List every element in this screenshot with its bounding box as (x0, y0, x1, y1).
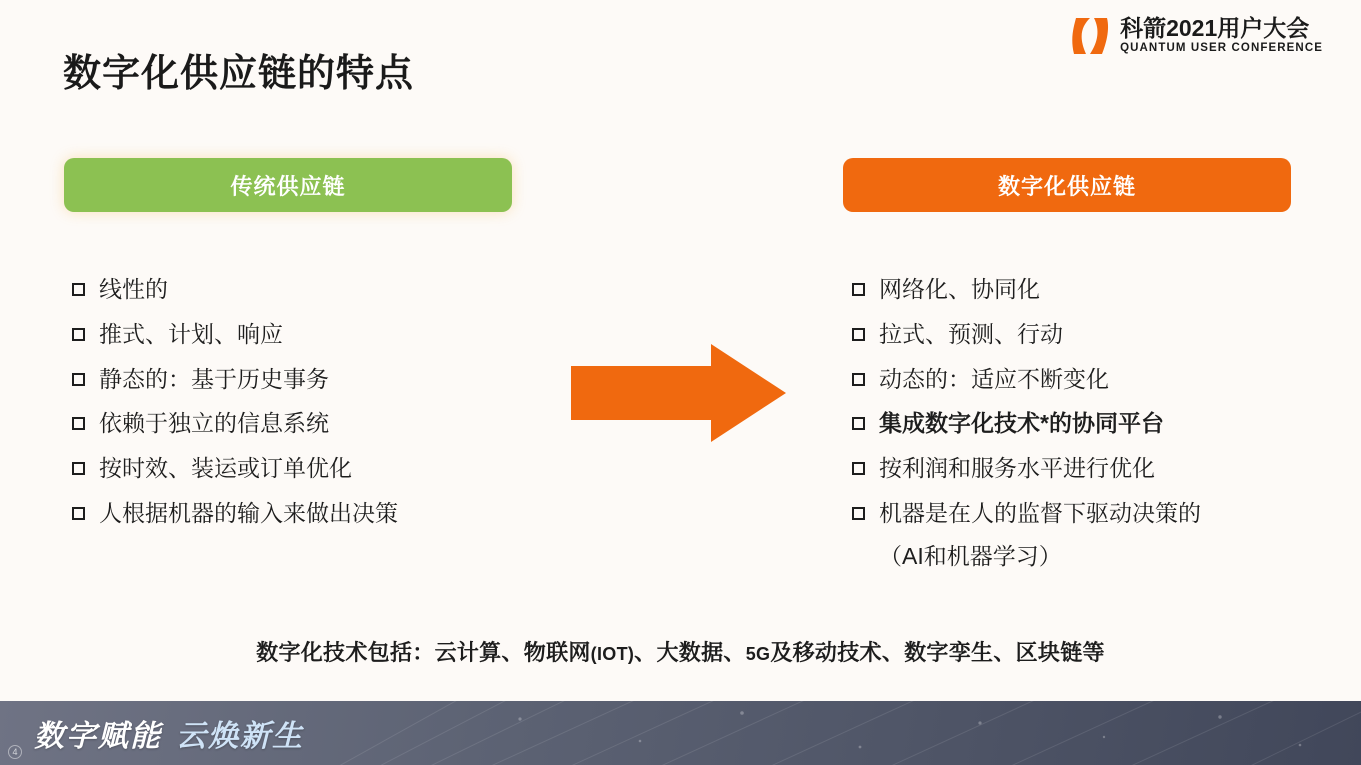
list-item-label: 静态的：基于历史事务 (99, 365, 329, 392)
list-item (852, 499, 1322, 528)
bottom-band (0, 701, 1361, 765)
list-item-subnote: （AI和机器学习） (879, 542, 1062, 569)
band-slogan-2: 云焕新生 (176, 720, 304, 753)
page-title: 数字化供应链的特点 (63, 53, 415, 95)
square-bullet-icon (852, 328, 865, 341)
list-item-label: 人根据机器的输入来做出决策 (99, 499, 398, 526)
square-bullet-icon (72, 417, 85, 430)
band-slogan (34, 711, 304, 755)
footnote-body-3: 及移动技术、数字孪生、区块链等 (770, 640, 1105, 665)
column-heading-digital: 数字化供应链 (843, 158, 1291, 212)
square-bullet-icon (852, 507, 865, 520)
footnote-small-1: (IOT) (590, 644, 635, 664)
list-item-highlight (852, 409, 1322, 438)
list-item (72, 365, 542, 394)
square-bullet-icon (72, 507, 85, 520)
square-bullet-icon (72, 373, 85, 386)
list-item (72, 320, 542, 349)
list-item (852, 365, 1322, 394)
footnote (0, 636, 1361, 667)
quantum-logo-icon (1072, 16, 1110, 56)
list-item-label: 按利润和服务水平进行优化 (879, 455, 1155, 481)
list-item-label: 推式、计划、响应 (99, 320, 283, 347)
brand-name-en: QUANTUM USER CONFERENCE (1120, 42, 1323, 55)
footnote-small-2: 5G (745, 644, 771, 664)
square-bullet-icon (852, 462, 865, 475)
list-item-label: 机器是在人的监督下驱动决策的 (879, 499, 1201, 526)
list-item (72, 499, 542, 528)
list-item-label: 动态的：适应不断变化 (879, 365, 1109, 392)
square-bullet-icon (852, 417, 865, 430)
list-digital (852, 275, 1322, 587)
brand-name-cn: 科箭2021用户大会 (1120, 15, 1310, 42)
list-item (72, 275, 542, 304)
list-item-label: 拉式、预测、行动 (879, 320, 1063, 347)
square-bullet-icon (72, 328, 85, 341)
list-item (852, 320, 1322, 349)
list-item-label: 按时效、装运或订单优化 (99, 455, 352, 481)
band-slogan-1: 数字赋能 (34, 720, 162, 753)
list-item (852, 275, 1322, 304)
square-bullet-icon (72, 283, 85, 296)
list-item-label: 集成数字化技术*的协同平台 (879, 410, 1164, 437)
list-item-label: 线性的 (99, 276, 168, 302)
brand-logo (1072, 16, 1323, 56)
square-bullet-icon (852, 373, 865, 386)
column-heading-traditional: 传统供应链 (64, 158, 512, 212)
list-item (72, 454, 542, 483)
list-traditional (72, 275, 542, 544)
square-bullet-icon (72, 462, 85, 475)
list-item (72, 409, 542, 438)
page-marker: 4 (8, 745, 22, 759)
square-bullet-icon (852, 283, 865, 296)
footnote-prefix: 数字化技术包括： (256, 640, 435, 665)
brand-logo-text (1120, 17, 1323, 55)
footnote-body-1: 云计算、物联网 (434, 640, 591, 665)
right-arrow-icon (571, 344, 786, 442)
footnote-body-2: 、大数据、 (634, 640, 746, 665)
list-item (852, 454, 1322, 483)
list-item-label: 依赖于独立的信息系统 (99, 410, 329, 437)
list-item-label: 网络化、协同化 (879, 276, 1040, 302)
